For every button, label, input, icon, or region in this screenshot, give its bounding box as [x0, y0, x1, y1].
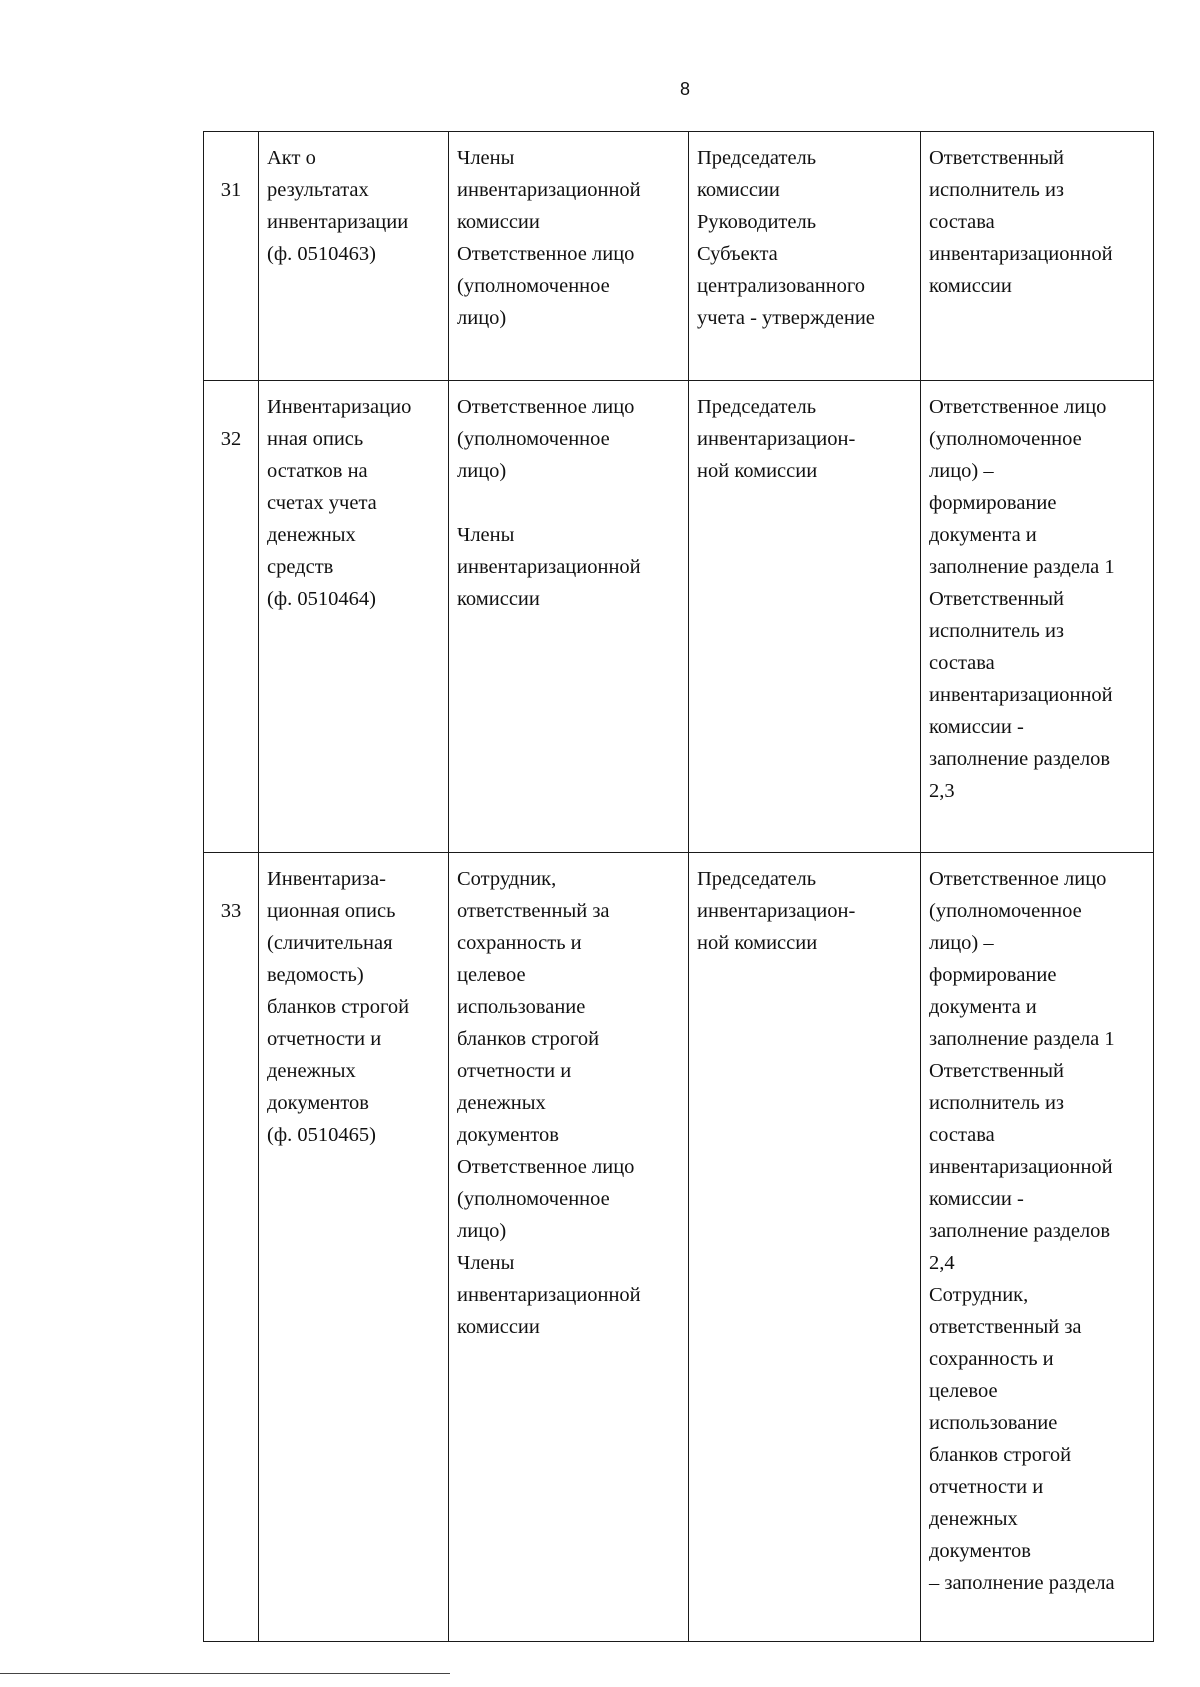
cell-line: состава [929, 652, 995, 674]
cell-line: бланков строгой [457, 1028, 600, 1050]
cell-line: (уполномоченное [457, 1188, 610, 1210]
cell-line: комиссии - [929, 716, 1024, 738]
cell-line: Ответственное лицо [457, 243, 635, 265]
cell-line: Ответственный [929, 147, 1065, 169]
table-row-31 [204, 132, 1154, 381]
cell-line: лицо) [457, 460, 507, 482]
cell-line: заполнение разделов [929, 1220, 1111, 1242]
cell-line: – заполнение раздела [929, 1572, 1115, 1594]
cell-line: Ответственный [929, 588, 1065, 610]
table-row-33 [204, 853, 1154, 1642]
row-number-cell: 31 [204, 132, 259, 381]
cell-line: (ф. 0510465) [267, 1124, 376, 1146]
responsible-cell [921, 853, 1154, 1642]
footer-rule [0, 1673, 450, 1674]
cell-line: (уполномоченное [457, 428, 610, 450]
cell-line: (ф. 0510463) [267, 243, 376, 265]
cell-line: комиссии [929, 275, 1012, 297]
cell-line: нная опись [267, 428, 364, 450]
cell-line: Инвентариза- [267, 868, 386, 890]
cell-line: Субъекта [697, 243, 778, 265]
cell-line: бланков строгой [929, 1444, 1072, 1466]
cell-line: бланков строгой [267, 996, 410, 1018]
page-number: 8 [679, 79, 690, 99]
cell-line: заполнение разделов [929, 748, 1111, 770]
cell-line: инвентаризационной [457, 1284, 641, 1306]
cell-line: Ответственный [929, 1060, 1065, 1082]
cell-line: (уполномоченное [929, 900, 1082, 922]
cell-line: денежных [929, 1508, 1018, 1530]
cell-line: денежных [267, 1060, 356, 1082]
cell-line: целевое [457, 964, 526, 986]
cell-line: ответственный за [457, 900, 610, 922]
cell-line: Ответственное лицо [929, 868, 1107, 890]
cell-line: отчетности и [929, 1476, 1044, 1498]
signer-cell [689, 853, 921, 1642]
cell-line: централизованного [697, 275, 866, 297]
signer-cell [689, 132, 921, 381]
cell-line: формирование [929, 964, 1057, 986]
cell-line: инвентаризационной [929, 684, 1113, 706]
cell-line: (ф. 0510464) [267, 588, 376, 610]
cell-line: ответственный за [929, 1316, 1082, 1338]
cell-line: ционная опись [267, 900, 396, 922]
cell-line: документов [267, 1092, 369, 1114]
cell-line: лицо) – [929, 932, 994, 954]
cell-line: инвентаризационной [929, 1156, 1113, 1178]
cell-line: формирование [929, 492, 1057, 514]
cell-line: Сотрудник, [929, 1284, 1029, 1306]
table-row-32 [204, 381, 1154, 853]
cell-line: исполнитель из [929, 620, 1065, 642]
document-flow-table [203, 131, 1154, 1642]
cell-line: счетах учета [267, 492, 377, 514]
responsible-cell [921, 381, 1154, 853]
cell-line: Члены [457, 1252, 515, 1274]
cell-line: Председатель [697, 396, 817, 418]
cell-line: Ответственное лицо [457, 1156, 635, 1178]
cell-line: документа и [929, 524, 1037, 546]
document-name-cell [259, 381, 449, 853]
cell-line: Акт о [267, 147, 316, 169]
cell-line: сохранность и [929, 1348, 1054, 1370]
cell-line: состава [929, 211, 995, 233]
cell-line: Руководитель [697, 211, 817, 233]
document-name-cell [259, 132, 449, 381]
cell-line: комиссии [457, 588, 540, 610]
cell-line: остатков на [267, 460, 368, 482]
cell-line: денежных [457, 1092, 546, 1114]
cell-line: 2,4 [929, 1252, 955, 1274]
signer-cell [689, 381, 921, 853]
cell-line: ведомость) [267, 964, 364, 986]
blank-line [457, 487, 681, 519]
cell-line: документа и [929, 996, 1037, 1018]
cell-line: Председатель [697, 868, 817, 890]
cell-line: лицо) – [929, 460, 994, 482]
cell-line: Ответственное лицо [929, 396, 1107, 418]
cell-line: инвентаризационной [457, 179, 641, 201]
cell-line: целевое [929, 1380, 998, 1402]
cell-line: 2,3 [929, 780, 955, 802]
responsible-cell [921, 132, 1154, 381]
cell-line: исполнитель из [929, 1092, 1065, 1114]
document-name-cell [259, 853, 449, 1642]
preparer-cell [449, 132, 689, 381]
cell-line: инвентаризацион- [697, 428, 856, 450]
cell-line: заполнение раздела 1 [929, 556, 1115, 578]
cell-line: Члены [457, 524, 515, 546]
cell-line: сохранность и [457, 932, 582, 954]
cell-line: лицо) [457, 1220, 507, 1242]
cell-line: Председатель [697, 147, 817, 169]
row-number-cell: 33 [204, 853, 259, 1642]
cell-line: комиссии - [929, 1188, 1024, 1210]
preparer-cell [449, 853, 689, 1642]
cell-line: использование [929, 1412, 1058, 1434]
cell-line: Сотрудник, [457, 868, 557, 890]
cell-line: использование [457, 996, 586, 1018]
cell-line: состава [929, 1124, 995, 1146]
cell-line: заполнение раздела 1 [929, 1028, 1115, 1050]
cell-line: Члены [457, 147, 515, 169]
cell-line: отчетности и [457, 1060, 572, 1082]
cell-line: денежных [267, 524, 356, 546]
cell-line: инвентаризации [267, 211, 409, 233]
cell-line: комиссии [697, 179, 780, 201]
cell-line: учета - утверждение [697, 307, 875, 329]
cell-line: отчетности и [267, 1028, 382, 1050]
cell-line: Инвентаризацио [267, 396, 412, 418]
cell-line: исполнитель из [929, 179, 1065, 201]
cell-line: лицо) [457, 307, 507, 329]
cell-line: средств [267, 556, 334, 578]
cell-line: результатах [267, 179, 369, 201]
cell-line: ной комиссии [697, 460, 818, 482]
cell-line: комиссии [457, 1316, 540, 1338]
cell-line: инвентаризационной [457, 556, 641, 578]
cell-line: (сличительная [267, 932, 393, 954]
cell-line: (уполномоченное [457, 275, 610, 297]
cell-line: Ответственное лицо [457, 396, 635, 418]
cell-line: инвентаризацион- [697, 900, 856, 922]
cell-line: документов [929, 1540, 1031, 1562]
cell-line: документов [457, 1124, 559, 1146]
preparer-cell [449, 381, 689, 853]
row-number-cell: 32 [204, 381, 259, 853]
cell-line: (уполномоченное [929, 428, 1082, 450]
cell-line: инвентаризационной [929, 243, 1113, 265]
cell-line: ной комиссии [697, 932, 818, 954]
cell-line: комиссии [457, 211, 540, 233]
